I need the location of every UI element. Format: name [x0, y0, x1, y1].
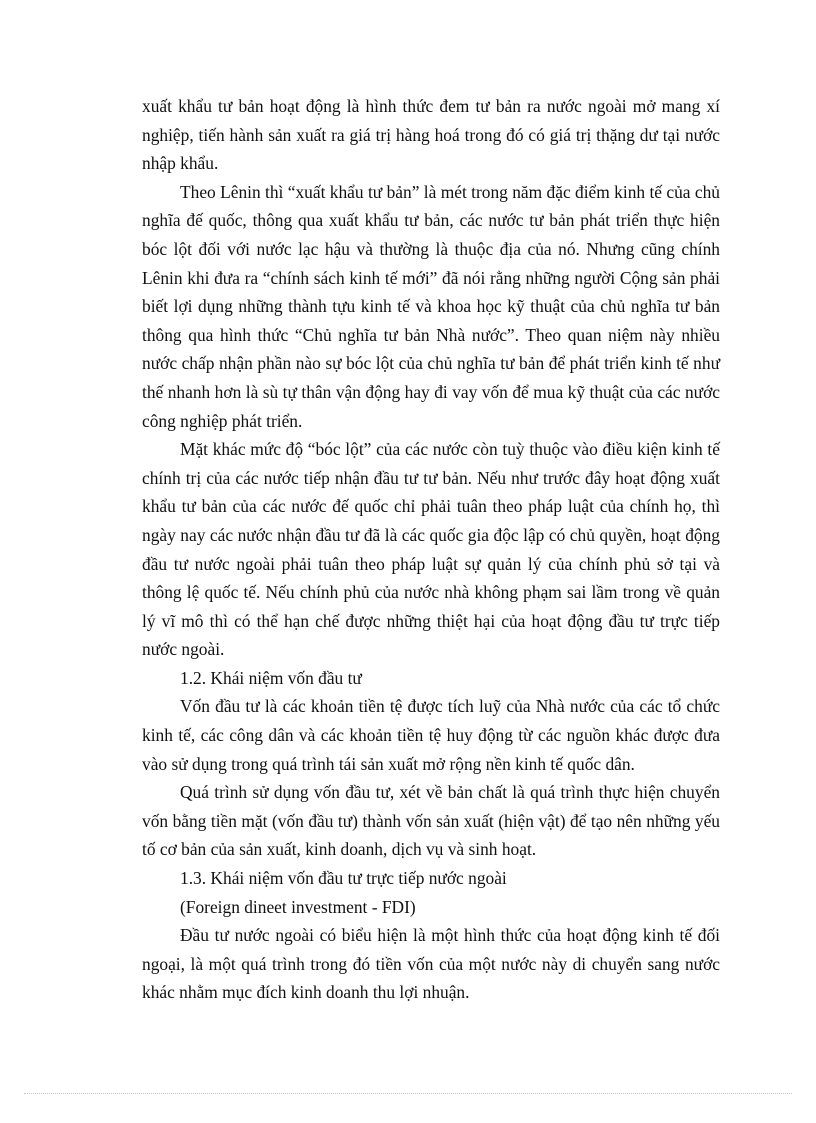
paragraph-investment-capital-process: Quá trình sử dụng vốn đầu tư, xét về bản chất là quá trình thực hiện chuyển vốn bằng tiền mặt (vốn đầu tư) thành vốn sản xuất (hiện vật) để tạo nên những yếu tố cơ bản của sản xuất, kinh doanh, dịch vụ và sinh hoạt.: [142, 782, 720, 860]
paragraph-continuation: xuất khẩu tư bản hoạt động là hình thức đem tư bản ra nước ngoài mở mang xí nghiệp, tiến hành sản xuất ra giá trị hàng hoá trong đó có giá trị thặng dư tại nước nhập khẩu.: [142, 96, 720, 174]
paragraph-lenin-export-capital: Theo Lênin thì “xuất khẩu tư bản” là mét trong năm đặc điểm kinh tế của chủ nghĩa đế quốc, thông qua xuất khẩu tư bản, các nước tư bản phát triển thực hiện bóc lột đối với nước lạc hậu và thường là thuộc địa của nó. Nhưng cũng chính Lênin khi đưa ra “chính sách kinh tế mới” đã nói rằng những người Cộng sản phải biết lợi dụng những thành tựu kinh tế và khoa học kỹ thuật của chủ nghĩa tư bản thông qua hình thức “Chủ nghĩa tư bản Nhà nước”. Theo quan niệm này nhiều nước chấp nhận phần nào sự bóc lột của chủ nghĩa tư bản để phát triển kinh tế như thế nhanh hơn là sù tự thân vận động hay đi vay vốn để mua kỹ thuật của các nước công nghiệp phát triển.: [142, 181, 720, 431]
section-heading-1-3: 1.3. Khái niệm vốn đầu tư trực tiếp nước ngoài: [180, 868, 507, 889]
footer-dotted-divider: [24, 1093, 792, 1094]
document-body: [142, 92, 720, 1007]
paragraph-exploitation-degree: Mặt khác mức độ “bóc lột” của các nước còn tuỳ thuộc vào điều kiện kinh tế chính trị của các nước tiếp nhận đầu tư tư bản. Nếu như trước đây hoạt động xuất khẩu tư bản của các nước đế quốc chỉ phải tuân theo pháp luật của chính họ, thì ngày nay các nước nhận đầu tư đã là các quốc gia độc lập có chủ quyền, hoạt động đầu tư nước ngoài phải tuân theo pháp luật sự quản lý của chính phủ sở tại và thông lệ quốc tế. Nếu chính phủ của nước nhà không phạm sai lầm trong về quản lý vĩ mô thì có thể hạn chế được những thiệt hại của hoạt động đầu tư trực tiếp nước ngoài.: [142, 439, 720, 660]
section-heading-1-2: 1.2. Khái niệm vốn đầu tư: [180, 667, 362, 688]
paragraph-foreign-investment: Đầu tư nước ngoài có biểu hiện là một hình thức của hoạt động kinh tế đối ngoại, là một quá trình trong đó tiền vốn của một nước này di chuyển sang nước khác nhằm mục đích kinh doanh thu lợi nhuận.: [142, 925, 720, 1003]
section-subheading-fdi: (Foreign dineet investment - FDI): [180, 896, 416, 917]
paragraph-investment-capital-definition: Vốn đầu tư là các khoản tiền tệ được tích luỹ của Nhà nước của các tổ chức kinh tế, các công dân và các khoản tiền tệ huy động từ các nguồn khác được đưa vào sử dụng trong quá trình tái sản xuất mở rộng nền kinh tế quốc dân.: [142, 696, 720, 774]
